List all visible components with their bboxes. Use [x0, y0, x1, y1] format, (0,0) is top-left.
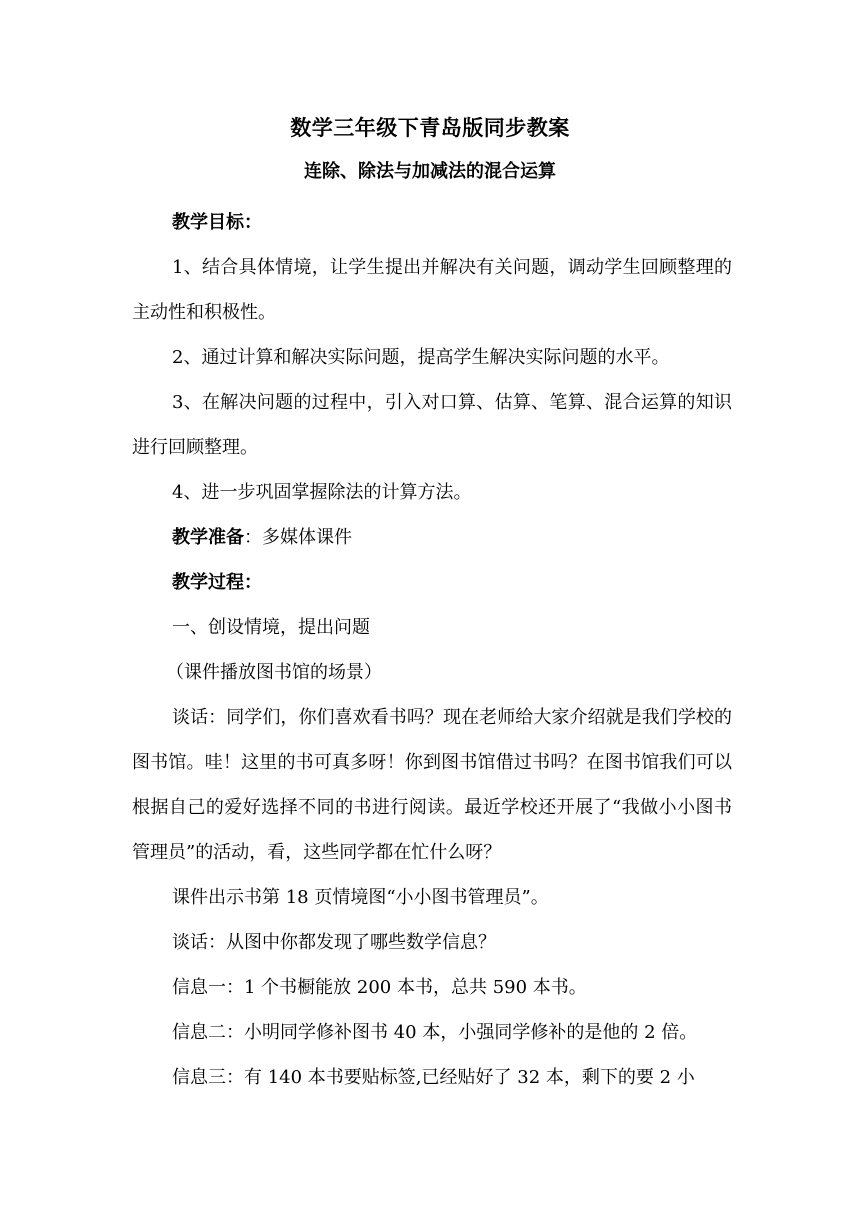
objectives-heading: 教学目标：: [172, 212, 262, 233]
objective-4: 4、进一步巩固掌握除法的计算方法。: [172, 482, 472, 503]
document-subtitle: 连除、除法与加减法的混合运算: [304, 161, 556, 182]
preparation-line: [132, 515, 732, 560]
process-heading: 教学过程：: [172, 572, 262, 593]
document-body: [132, 200, 732, 1100]
talk-paragraph-1: 谈话：同学们，你们喜欢看书吗？现在老师给大家介绍就是我们学校的图书馆。哇！这里的书可真多呀！你到图书馆借过书吗？在图书馆我们可以根据自己的爱好选择不同的书进行阅读。最近学校还开展了“我做小小图书管理员”的活动，看，这些同学都在忙什么呀？: [132, 707, 732, 863]
talk-paragraph-2: 谈话：从图中你都发现了哪些数学信息？: [172, 932, 496, 953]
document-title: 数学三年级下青岛版同步教案: [290, 116, 570, 140]
info-three: 信息三：有 140 本书要贴标签,已经贴好了 32 本，剩下的要 2 小: [172, 1067, 695, 1088]
objective-3: 3、在解决问题的过程中，引入对口算、估算、笔算、混合运算的知识进行回顾整理。: [132, 392, 732, 458]
info-one: 信息一：1 个书橱能放 200 本书，总共 590 本书。: [172, 977, 587, 998]
objective-1: 1、结合具体情境，让学生提出并解决有关问题，调动学生回顾整理的主动性和积极性。: [132, 257, 732, 323]
preparation-label: 教学准备: [172, 527, 244, 548]
courseware-note: （课件播放图书馆的场景）: [166, 662, 382, 683]
preparation-value: ：多媒体课件: [244, 527, 352, 548]
section-one-heading: 一、创设情境，提出问题: [172, 617, 370, 638]
courseware-show: 课件出示书第 18 页情境图“小小图书管理员”。: [172, 887, 549, 908]
info-two: 信息二：小明同学修补图书 40 本，小强同学修补的是他的 2 倍。: [172, 1022, 698, 1043]
objective-2: 2、通过计算和解决实际问题，提高学生解决实际问题的水平。: [172, 347, 670, 368]
